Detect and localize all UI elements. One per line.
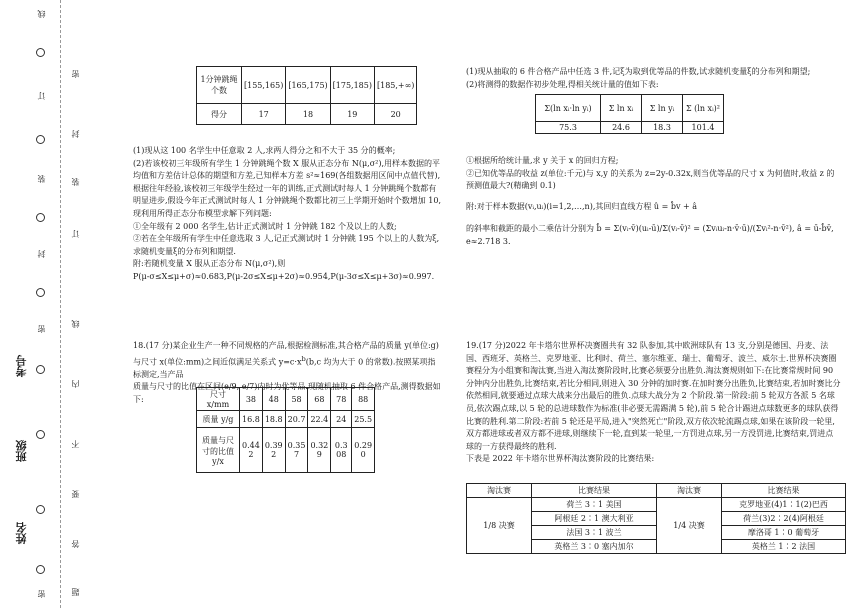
stage-label: 1/4 决赛 xyxy=(657,498,722,554)
stat-header: Σ ln xᵢ xyxy=(601,95,642,122)
masse-cell: 20.7 xyxy=(285,411,308,428)
match-result: 法国 3∶1 波兰 xyxy=(532,526,657,540)
margin-char: 题 xyxy=(71,588,80,596)
stat-value: 18.3 xyxy=(642,122,683,134)
question-part: (1)现从抽取的 6 件合格产品中任选 3 件,记ξ为取到优等品的件数,试求随机变量ξ的分布列和期望; xyxy=(466,67,811,76)
question-17-parts xyxy=(133,145,443,284)
margin-char: 内 xyxy=(71,380,80,388)
margin-char: 封 xyxy=(37,250,46,258)
stat-value: 24.6 xyxy=(601,122,642,134)
masse-cell: 22.4 xyxy=(308,411,331,428)
question-19 xyxy=(466,340,841,466)
match-result: 英格兰 1∶2 法国 xyxy=(722,540,846,554)
question-18-subparts xyxy=(466,66,841,91)
ratio-cell: 0.308 xyxy=(331,428,352,473)
margin-char: 不 xyxy=(71,440,80,448)
range-cell: [155,165) xyxy=(242,67,286,104)
match-result: 荷兰(3)2∶2(4)阿根廷 xyxy=(722,512,846,526)
masse-cell: 18.8 xyxy=(262,411,285,428)
margin-circle xyxy=(36,365,45,374)
range-cell: [185,+∞) xyxy=(374,67,416,104)
margin-char: 要 xyxy=(71,490,80,498)
score-table-header: 1分钟跳绳个数 xyxy=(197,67,242,104)
binding-margin xyxy=(0,0,80,608)
field-class: 班级 xyxy=(15,440,28,462)
question-18-stem: 18.(17 分)某企业生产一种不同规格的产品,根据检测标准,其合格产品的质量 y(单位:g)与尺寸 x(单位:mm)之间近似满足关系式 $y=c\cdot x^b(b,c$ 均为大于 0 的常数).按照某项指标测定,当产品 xyxy=(133,341,439,379)
question-part: P(μ-σ≤X≤μ+σ)≈0.683,P(μ-2σ≤X≤μ+2σ)≈0.954,P(μ-3σ≤X≤μ+3σ)≈0.997. xyxy=(133,271,435,281)
margin-char: 订 xyxy=(71,230,80,238)
question-part: (1)现从这 100 名学生中任意取 2 人,求两人得分之和不大于 35 分的概率; xyxy=(133,146,396,155)
masse-cell: 24 xyxy=(331,411,352,428)
question-18-stem-2: 质量与尺寸的比值在区间(e/9, e/7)内时为优等品.现随机抽取 6 件合格产品,测得数据如下: xyxy=(133,382,441,405)
field-exam-number: 考号 xyxy=(15,355,28,377)
question-part: (2)将测得的数据作初步处理,得相关统计量的值如下表: xyxy=(466,79,659,89)
question-19-stem: 19.(17 分)2022 年卡塔尔世界杯决赛圈共有 32 队参加,其中欧洲球队有 13 支,分别是德国、丹麦、法国、西班牙、英格兰、克罗地亚、比利时、荷兰、塞尔维亚、瑞士、葡萄牙、波兰、威尔士.世界杯决赛圈赛程分为小组赛和淘汰赛,当进入淘汰赛阶段时,比赛必须要分出胜负.淘汰赛规则如下:在比赛常规时间 90 分钟内分出胜负,比赛结束,若比分相同,则进入 30 分钟的加时赛.在加时赛分出胜负,比赛结束,若加时赛比分依然相同,就要通过点球大战来分出最后的胜负.点球大战分为 2 个阶段.第一阶段:前 5 轮双方各派 5 名球员,依次踢点球,以 5 轮的总进球数作为标准(非必要无需踢满 5 轮),前 5 轮合计踢进点球数更多的球队获得比赛的胜利.第二阶段:若前 5 轮还是平局,进入"突然死亡"阶段,双方依次轮流踢点球,如果在该阶段一轮里,双方都进球或者双方都不进球,则继续下一轮,直到某一轮里,一方罚进点球,另一方没罚进,比赛结束,罚进点球的一方获得最终的胜利. xyxy=(466,341,841,451)
margin-char: 封 xyxy=(71,130,80,138)
table-header: 淘汰赛 xyxy=(657,484,722,498)
stat-header: Σ(ln xᵢ·ln yᵢ) xyxy=(536,95,601,122)
match-result: 阿根廷 2∶1 澳大利亚 xyxy=(532,512,657,526)
ratio-cell: 0.329 xyxy=(308,428,331,473)
fold-line xyxy=(60,0,61,608)
ratio-cell: 0.392 xyxy=(262,428,285,473)
stage-label: 1/8 决赛 xyxy=(467,498,532,554)
margin-circle xyxy=(36,288,45,297)
match-result: 摩洛哥 1∶0 葡萄牙 xyxy=(722,526,846,540)
formula: 的斜率和截距的最小二乘估计分别为 b̂ = Σ(vᵢ-v̄)(uᵢ-ū)/Σ(vᵢ-v̄)² = (Σvᵢuᵢ-n·v̄·ū)/(Σvᵢ²-n·v̄²), â = ū-b̂v̄, e≈2.718 3. xyxy=(466,224,834,246)
margin-circle xyxy=(36,213,45,222)
score-cell: 19 xyxy=(330,104,374,125)
score-label: 得分 xyxy=(197,104,242,125)
margin-circle xyxy=(36,505,45,514)
row-label: 质量 y/g xyxy=(197,411,240,428)
statistics-table xyxy=(535,94,724,134)
question-part: ①根据所给统计量,求 y 关于 x 的回归方程; xyxy=(466,156,619,165)
margin-char: 装 xyxy=(71,178,80,186)
ratio-cell: 0.442 xyxy=(240,428,263,473)
masse-cell: 16.8 xyxy=(240,411,263,428)
margin-char: 密 xyxy=(37,325,46,333)
question-part: ②若在全年级所有学生中任意选取 3 人,记正式测试时 1 分钟跳 195 个以上的人数为ξ,求随机变量ξ的分布列和期望. xyxy=(133,234,440,256)
size-cell: 58 xyxy=(285,388,308,411)
score-table xyxy=(196,66,417,125)
margin-char: 密 xyxy=(37,590,46,598)
margin-char: 密 xyxy=(71,70,80,78)
match-result: 克罗地亚(4)1∶1(2)巴西 xyxy=(722,498,846,512)
stat-header: Σ ln yᵢ xyxy=(642,95,683,122)
question-18-parts xyxy=(466,155,841,249)
question-part: ①全年级有 2 000 名学生,估计正式测试时 1 分钟跳 182 个及以上的人数; xyxy=(133,221,397,231)
size-cell: 38 xyxy=(240,388,263,411)
margin-char: 答 xyxy=(71,540,80,548)
margin-char: 装 xyxy=(37,175,46,183)
stat-value: 101.4 xyxy=(683,122,724,134)
stat-value: 75.3 xyxy=(536,122,601,134)
margin-char: 线 xyxy=(71,320,80,328)
worldcup-table xyxy=(466,483,846,554)
size-cell: 48 xyxy=(262,388,285,411)
table-header: 比赛结果 xyxy=(722,484,846,498)
match-result: 荷兰 3∶1 美国 xyxy=(532,498,657,512)
range-cell: [165,175) xyxy=(286,67,330,104)
margin-circle xyxy=(36,565,45,574)
question-part: 附:对于样本数据(vᵢ,uᵢ)(i=1,2,…,n),其回归直线方程 û = b̂v + â xyxy=(466,201,698,211)
ratio-cell: 0.290 xyxy=(352,428,375,473)
question-19-lead: 下表是 2022 年卡塔尔世界杯淘汰赛阶段的比赛结果: xyxy=(466,454,655,464)
margin-circle xyxy=(36,430,45,439)
match-result: 英格兰 3∶0 塞内加尔 xyxy=(532,540,657,554)
masse-cell: 25.5 xyxy=(352,411,375,428)
question-part: ②已知优等品的收益 z(单位:千元)与 x,y 的关系为 z=2y-0.32x,则当优等品的尺寸 x 为何值时,收益 z 的预测值最大?(精确到 0.1) xyxy=(466,168,835,191)
margin-char: 线 xyxy=(37,10,46,18)
interval: (e/9, e/7) xyxy=(221,382,258,392)
table-header: 比赛结果 xyxy=(532,484,657,498)
margin-circle xyxy=(36,48,45,57)
size-cell: 88 xyxy=(352,388,375,411)
size-cell: 68 xyxy=(308,388,331,411)
size-cell: 78 xyxy=(331,388,352,411)
field-name: 姓名 xyxy=(15,522,28,544)
score-cell: 17 xyxy=(242,104,286,125)
score-cell: 18 xyxy=(286,104,330,125)
product-table xyxy=(196,387,375,473)
row-label: 质量与尺寸的比值y/x xyxy=(197,428,240,473)
table-header: 淘汰赛 xyxy=(467,484,532,498)
margin-circle xyxy=(36,135,45,144)
question-part: 附:若随机变量 X 服从正态分布 N(μ,σ²),则 xyxy=(133,259,286,269)
row-label: 尺寸 x/mm xyxy=(197,388,240,411)
question-part: (2)若该校初三年级所有学生 1 分钟跳绳个数 X 服从正态分布 N(μ,σ²),用样本数据的平均值和方差估计总体的期望和方差,已知样本方差 s²≈169(各组数据用区间中点值代替),根据往年经验,该校初三年级学生经过一年的训练,正式测试时每人 1 分钟跳绳个数都有明显进步,假设今年正式测试时每人 1 分钟跳绳个数都比初三上学期开始时个数增加 10,现利用所得正态分布模型求解下列问题: xyxy=(133,158,441,218)
margin-char: 订 xyxy=(37,92,46,100)
ratio-cell: 0.357 xyxy=(285,428,308,473)
stat-header: Σ (ln xᵢ)² xyxy=(683,95,724,122)
range-cell: [175,185) xyxy=(330,67,374,104)
score-cell: 20 xyxy=(374,104,416,125)
